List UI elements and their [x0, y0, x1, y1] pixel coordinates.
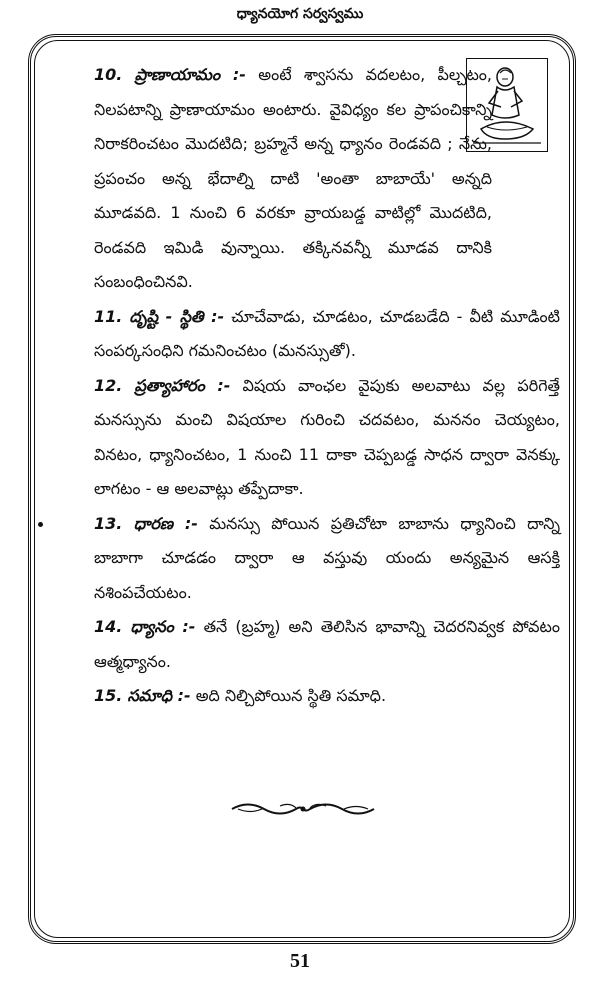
item-term: ప్రాణాయామం :- — [134, 65, 246, 84]
paragraph-11 — [50, 300, 560, 369]
item-number: 15. — [94, 686, 123, 705]
item-term: ప్రత్యాహారం :- — [134, 375, 231, 395]
item-text: అది నిల్చిపోయిన స్థితి సమాధి. — [195, 686, 387, 705]
item-text: తనే (బ్రహ్మ) అని తెలిసిన భావాన్ని చెదరనివ్వక పోవటం ఆత్మధ్యానం. — [94, 617, 561, 671]
item-number: 11. — [94, 306, 123, 326]
item-number: 13. — [94, 513, 123, 533]
item-number: 14. — [94, 617, 123, 636]
scan-speck — [38, 522, 43, 527]
item-text: మనస్సు పోయిన ప్రతిచోటా బాబాను ధ్యానించి దాన్ని బాబాగా చూడడం ద్వారా ఆ వస్తువు యందు అన్యమైన ఆసక్తి నశింపచేయటం. — [94, 513, 560, 602]
running-header: ధ్యానయోగ సర్వస్వము — [236, 6, 364, 22]
paragraph-15 — [50, 679, 560, 714]
paragraph-10 — [50, 58, 492, 300]
item-text: అంటే శ్వాసను వదలటం, పీల్చటం, నిలపటాన్ని ప్రాణాయామం అంటారు. వైవిధ్యం కల ప్రాపంచికాన్ని నిరాకరించటం మొదటిది; బ్రహ్మనే అన్న ధ్యానం రెండవది ; నేను, ప్రపంచం అన్న భేదాల్ని దాటి 'అంతా బాబాయే' అన్నది మూడవది. 1 నుంచి 6 వరకూ వ్రాయబడ్డ వాటిల్లో మొదటిది, రెండవది ఇమిడి వున్నాయి. తక్కినవన్నీ మూడవ దానికి సంబంధించినవి. — [94, 65, 492, 291]
item-term: దృష్టి - స్థితి :- — [129, 306, 225, 326]
item-term: ధారణ :- — [133, 513, 198, 533]
item-number: 12. — [94, 375, 123, 395]
flourish-divider-icon — [230, 798, 376, 820]
item-term: ధ్యానం :- — [130, 617, 196, 636]
paragraph-14 — [50, 610, 560, 679]
page-number: 51 — [290, 950, 310, 972]
item-text: విషయ వాంఛల వైపుకు అలవాటు వల్ల పరిగెత్తే మనస్సును మంచి విషయాల గురించి చదవటం, మననం చెయ్యటం, వినటం, ధ్యానించటం, 1 నుంచి 11 దాకా చెప్పబడ్డ సాధన ద్వారా వెనక్కు లాగటం - ఆ అలవాట్లు తప్పేదాకా. — [94, 375, 560, 498]
paragraph-12 — [50, 369, 560, 507]
main-content — [50, 58, 560, 714]
item-number: 10. — [94, 65, 123, 84]
item-term: సమాధి :- — [127, 686, 191, 705]
paragraph-13 — [50, 507, 560, 611]
item-text: చూచేవాడు, చూడటం, చూడబడేది - వీటి మూడింటి సంపర్కసంధిని గమనించటం (మనస్సుతో). — [94, 306, 560, 360]
